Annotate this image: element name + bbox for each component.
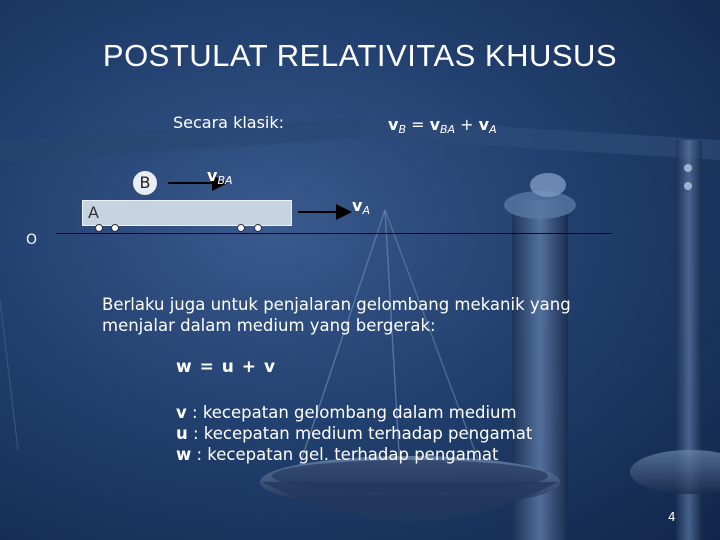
- cart-A: [82, 200, 292, 226]
- vBA-symbol: v: [429, 115, 440, 134]
- definition-text: : kecepatan gel. terhadap pengamat: [191, 445, 499, 464]
- plus-sign: +: [455, 115, 479, 134]
- vA-label: [352, 196, 370, 215]
- statement-line: Berlaku juga untuk penjalaran gelombang mekanik yang: [102, 295, 571, 314]
- wheel: [237, 224, 245, 232]
- ground-line: [56, 233, 612, 234]
- definition-w: [176, 444, 532, 465]
- classical-label: Secara klasik:: [173, 113, 285, 132]
- definitions-list: [176, 402, 532, 465]
- vA-label-symbol: v: [352, 196, 363, 215]
- wheel: [254, 224, 262, 232]
- statement-line: menjalar dalam medium yang bergerak:: [102, 316, 436, 335]
- definition-u: [176, 423, 532, 444]
- vB-symbol: v: [388, 115, 399, 134]
- definition-text: : kecepatan gelombang dalam medium: [186, 403, 517, 422]
- wave-formula: w = u + v: [176, 357, 276, 377]
- definition-text: : kecepatan medium terhadap pengamat: [187, 424, 533, 443]
- vA-symbol: v: [478, 115, 490, 134]
- definition-symbol: v: [176, 403, 187, 422]
- vBA-subscript: BA: [440, 123, 456, 136]
- wheel: [95, 224, 103, 232]
- particle-B: B: [133, 171, 157, 195]
- origin-O-label: O: [26, 232, 38, 248]
- vB-subscript: B: [398, 123, 406, 136]
- wheel: [111, 224, 119, 232]
- vBA-label-symbol: v: [207, 166, 218, 185]
- statement-text: [102, 294, 571, 336]
- vA-label-subscript: A: [362, 204, 370, 217]
- vBA-label: [207, 166, 233, 185]
- definition-symbol: u: [176, 424, 188, 443]
- vA-subscript: A: [489, 123, 497, 136]
- cart-A-label: A: [88, 203, 99, 222]
- definition-v: [176, 402, 532, 423]
- slide-title: POSTULAT RELATIVITAS KHUSUS: [102, 38, 618, 73]
- definition-symbol: w: [176, 445, 192, 464]
- page-number: 4: [668, 510, 676, 524]
- equals-sign: =: [405, 115, 430, 134]
- vBA-label-subscript: BA: [217, 174, 233, 187]
